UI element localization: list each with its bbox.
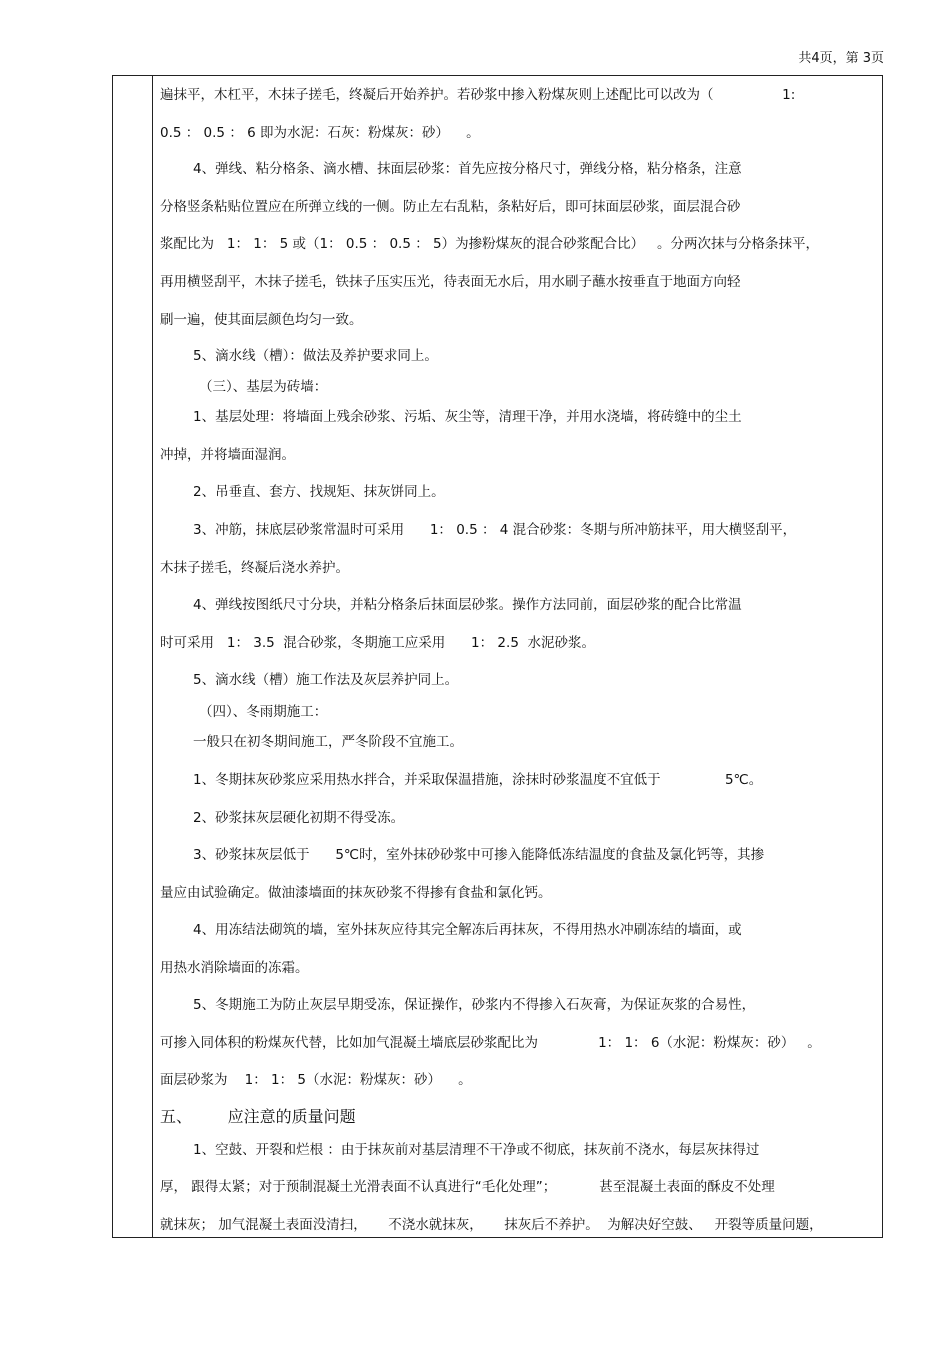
text-line: （三）、基层为砖墙： <box>199 379 328 395</box>
text-line: 可掺入同体积的粉煤灰代替，比如加气混凝土墙底层砂浆配比为 1： 1： 6（水泥：粉煤灰：砂） 。 <box>160 1035 821 1051</box>
text-line: 3、砂浆抹灰层低于 5℃时，室外抹砂砂浆中可掺入能降低冻结温度的食盐及氯化钙等，其掺 <box>193 847 765 863</box>
text-line: 木抹子搓毛，终凝后浇水养护。 <box>160 560 349 576</box>
text-line: 1、空鼓、开裂和烂根 ：由于抹灰前对基层清理不干净或不彻底，抹灰前不浇水，每层灰抹得过 <box>193 1142 760 1158</box>
text-line: 就抹灰； 加气混凝土表面没清扫， 不浇水就抹灰， 抹灰后不养护。 为解决好空鼓、 开裂等质量问题， <box>160 1217 823 1233</box>
text-line: 5、滴水线（槽）：做法及养护要求同上。 <box>193 348 438 364</box>
text-line: 0.5 ： 0.5 ： 6 即为水泥：石灰：粉煤灰：砂） 。 <box>160 125 480 141</box>
text-line: 量应由试验确定。做油漆墙面的抹灰砂浆不得掺有食盐和氯化钙。 <box>160 885 552 901</box>
page-indicator: 共4页，第 3页 <box>798 51 884 66</box>
text-line: 刷一遍，使其面层颜色均匀一致。 <box>160 312 363 328</box>
text-line: 时可采用 1： 3.5 混合砂浆，冬期施工应采用 1： 2.5 水泥砂浆。 <box>160 635 595 651</box>
text-line: 4、用冻结法砌筑的墙，室外抹灰应待其完全解冻后再抹灰，不得用热水冲刷冻结的墙面，或 <box>193 922 742 938</box>
text-line: 2、砂浆抹灰层硬化初期不得受冻。 <box>193 810 405 826</box>
text-line: 厚， 跟得太紧；对于预制混凝土光滑表面不认真进行“毛化处理”； 甚至混凝土表面的酥皮不处理 <box>160 1179 775 1195</box>
table-column-divider <box>152 75 153 1238</box>
text-line: （四）、冬雨期施工： <box>199 704 328 720</box>
text-line: 1、基层处理：将墙面上残余砂浆、污垢、灰尘等，清理干净，并用水浇墙，将砖缝中的尘土 <box>193 409 742 425</box>
text-line: 再用横竖刮平，木抹子搓毛，铁抹子压实压光，待表面无水后，用水刷子蘸水按垂直于地面方向轻 <box>160 274 741 290</box>
text-line: 5、冬期施工为防止灰层早期受冻，保证操作，砂浆内不得掺入石灰膏，为保证灰浆的合易性， <box>193 997 756 1013</box>
text-line: 一般只在初冬期间施工，严冬阶段不宜施工。 <box>193 734 463 750</box>
text-line: 2、吊垂直、套方、找规矩、抹灰饼同上。 <box>193 484 445 500</box>
text-line: 用热水消除墙面的冻霜。 <box>160 960 309 976</box>
text-line: 3、冲筋，抹底层砂浆常温时可采用 1： 0.5 ： 4 混合砂浆：冬期与所冲筋抹平，用大横竖刮平， <box>193 522 797 538</box>
text-line: 5、滴水线（槽）施工作法及灰层养护同上。 <box>193 672 459 688</box>
text-line: 面层砂浆为 1： 1： 5（水泥：粉煤灰：砂） 。 <box>160 1072 472 1088</box>
text-line: 1、冬期抹灰砂浆应采用热水拌合，并采取保温措施，涂抹时砂浆温度不宜低于 5℃。 <box>193 772 763 788</box>
text-line: 4、弹线、粘分格条、滴水槽、抹面层砂浆：首先应按分格尺寸，弹线分格，粘分格条，注意 <box>193 161 742 177</box>
text-line: 4、弹线按图纸尺寸分块，并粘分格条后抹面层砂浆。操作方法同前，面层砂浆的配合比常温 <box>193 597 742 613</box>
text-line: 浆配比为 1： 1： 5 或（1： 0.5 ： 0.5 ： 5）为掺粉煤灰的混合砂浆配合比） 。分两次抹与分格条抹平， <box>160 236 819 252</box>
section-heading: 五、 应注意的质量问题 <box>160 1107 356 1126</box>
text-line: 分格竖条粘贴位置应在所弹立线的一侧。防止左右乱粘，条粘好后，即可抹面层砂浆，面层混合砂 <box>160 199 741 215</box>
text-line: 冲掉，并将墙面湿润。 <box>160 447 295 463</box>
text-line: 遍抹平，木杠平，木抹子搓毛，终凝后开始养护。若砂浆中掺入粉煤灰则上述配比可以改为（ 1: <box>160 87 796 103</box>
